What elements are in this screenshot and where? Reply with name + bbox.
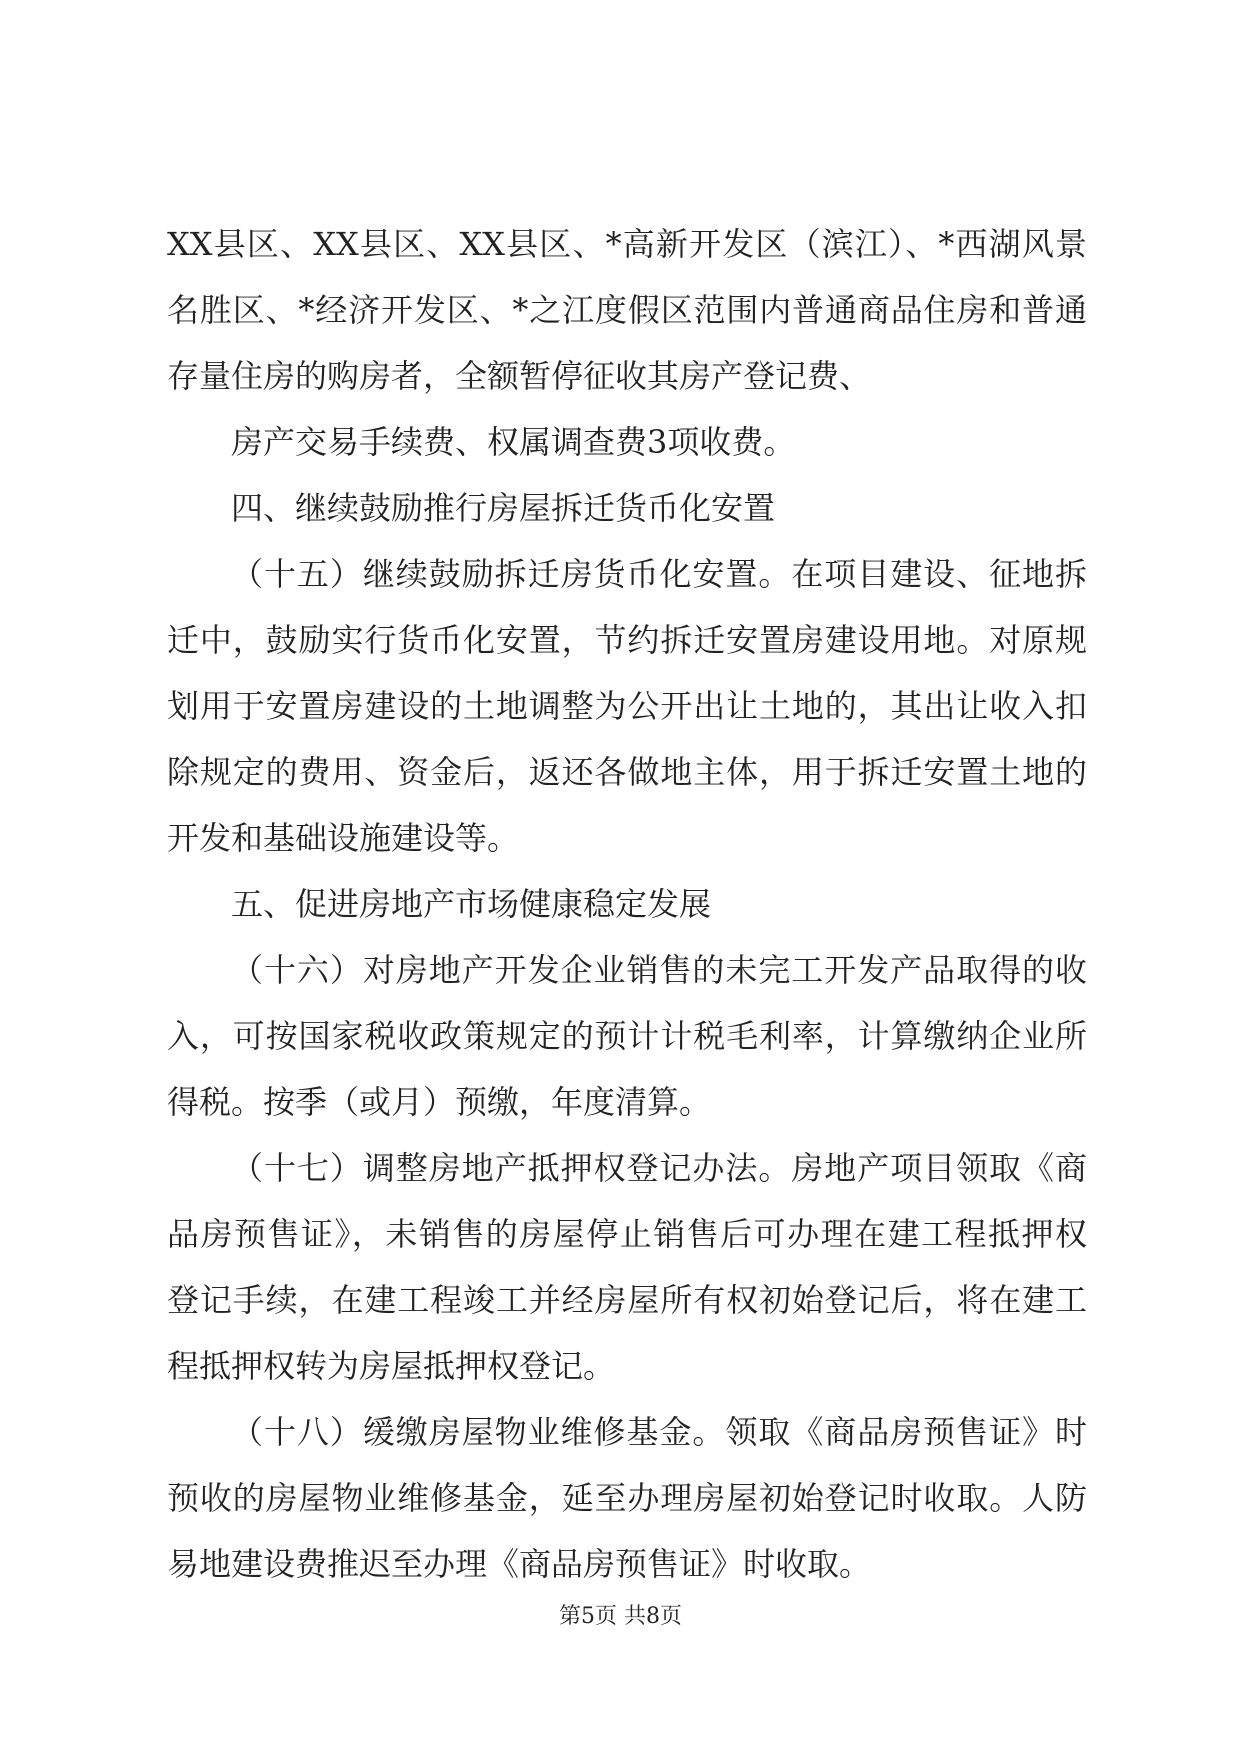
page-footer: 第5页 共8页 — [559, 1604, 682, 1629]
text-line: 程抵押权转为房屋抵押权登记。 — [167, 1347, 616, 1385]
text-line: 四、继续鼓励推行房屋拆迁货币化安置 — [231, 489, 776, 527]
text-line: （十七）调整房地产抵押权登记办法。房地产项目领取《商 — [231, 1149, 1087, 1187]
text-line: （十六）对房地产开发企业销售的未完工开发产品取得的收 — [231, 951, 1087, 989]
text-line: 品房预售证》，未销售的房屋停止销售后可办理在建工程抵押权 — [167, 1215, 1087, 1253]
text-line: 开发和基础设施建设等。 — [167, 819, 520, 857]
text-line: 划用于安置房建设的土地调整为公开出让土地的，其出让收入扣 — [167, 687, 1087, 725]
text-line: 房产交易手续费、权属调查费3项收费。 — [231, 423, 796, 461]
text-line: 易地建设费推迟至办理《商品房预售证》时收取。 — [167, 1545, 872, 1583]
text-line: 存量住房的购房者，全额暂停征收其房产登记费、 — [167, 357, 872, 395]
text-line: 登记手续，在建工程竣工并经房屋所有权初始登记后，将在建工 — [167, 1281, 1087, 1319]
text-line: （十五）继续鼓励拆迁房货币化安置。在项目建设、征地拆 — [231, 555, 1087, 593]
document-body — [167, 225, 1087, 1614]
text-line: （十八）缓缴房屋物业维修基金。领取《商品房预售证》时 — [231, 1413, 1087, 1451]
text-line: 迁中，鼓励实行货币化安置，节约拆迁安置房建设用地。对原规 — [167, 621, 1087, 659]
text-line: 入，可按国家税收政策规定的预计计税毛利率，计算缴纳企业所 — [167, 1017, 1087, 1055]
text-line: 得税。按季（或月）预缴，年度清算。 — [167, 1083, 712, 1121]
text-line: 除规定的费用、资金后，返还各做地主体，用于拆迁安置土地的 — [167, 753, 1087, 791]
text-line: 名胜区、*经济开发区、*之江度假区范围内普通商品住房和普通 — [167, 291, 1087, 329]
text-line: 五、促进房地产市场健康稳定发展 — [231, 885, 712, 923]
text-line: 预收的房屋物业维修基金，延至办理房屋初始登记时收取。人防 — [167, 1479, 1087, 1517]
text-line: XX县区、XX县区、XX县区、*高新开发区（滨江）、*西湖风景 — [167, 225, 1087, 263]
